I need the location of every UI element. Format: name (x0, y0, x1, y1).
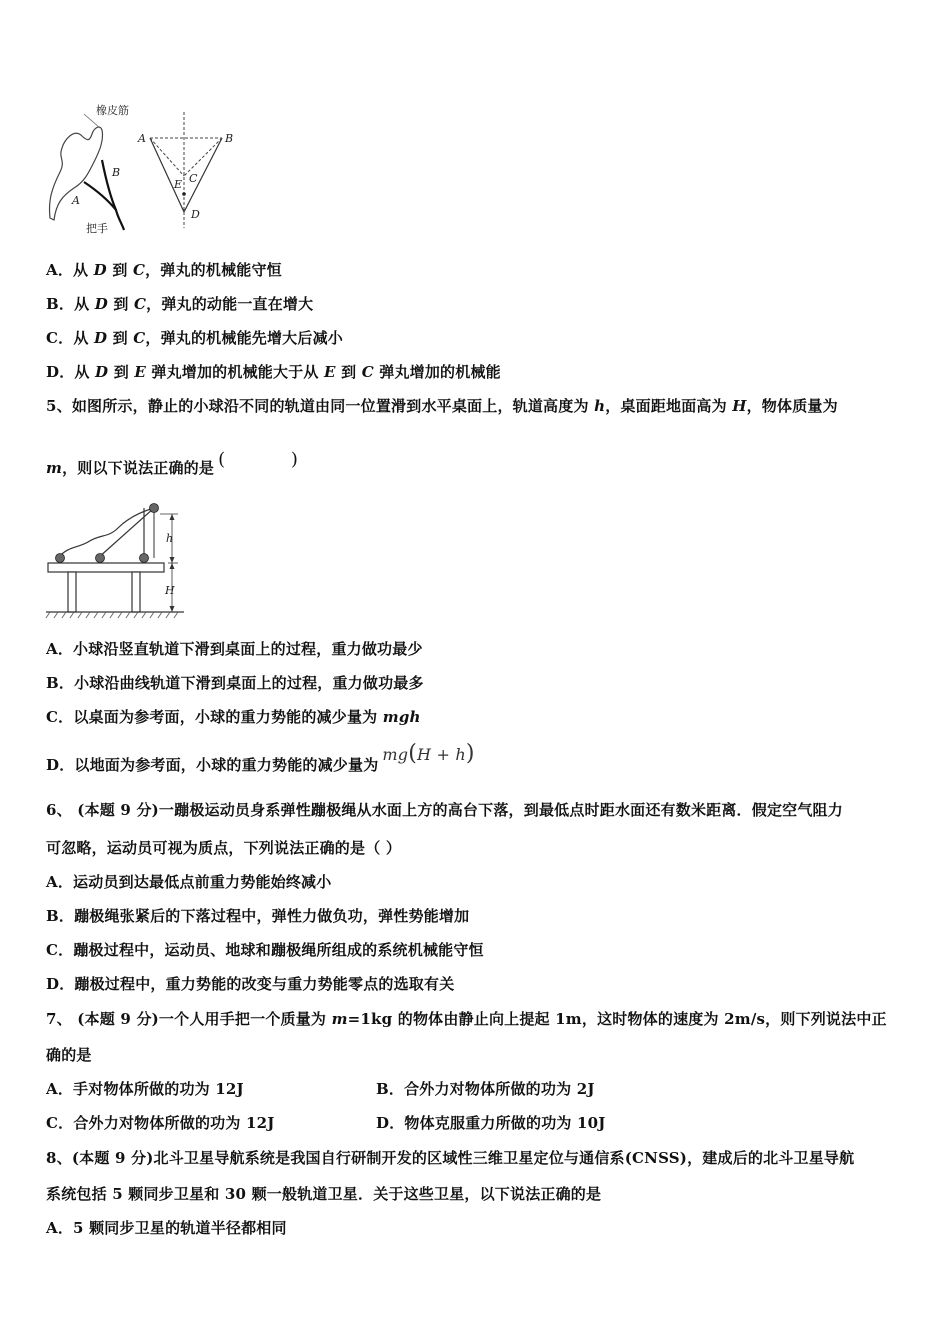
q7-stem-line1: 7、 (本题 9 分)一个人用手把一个质量为 m=1kg 的物体由静止向上提起 1m，这时物体的速度为 2m/s，则下列说法中正 (46, 1010, 887, 1028)
q7-option-a: A．手对物体所做的功为 12J (46, 1080, 244, 1098)
arrow-h-bottom (170, 557, 175, 563)
label-e: E (174, 178, 183, 191)
q6-option-c: C．蹦极过程中，运动员、地球和蹦极绳所组成的系统机械能守恒 (46, 941, 484, 959)
table-leg-left (68, 572, 76, 612)
band-left-line (150, 138, 184, 212)
ball-curve-end (56, 554, 65, 563)
tracks-table-figure (44, 500, 194, 622)
q5-option-d: D．以地面为参考面，小球的重力势能的减少量为mg(H + h) (46, 741, 475, 774)
label-b: B (225, 132, 234, 145)
q4-option-b: B．从 D 到 C，弹丸的动能一直在增大 (46, 295, 314, 313)
label-rubber-band: 橡皮筋 (96, 104, 129, 117)
arrow-hh-bottom (170, 606, 175, 612)
arrow-h-top (170, 514, 175, 520)
ball-top (150, 504, 159, 513)
q7-option-b: B．合外力对物体所做的功为 2J (376, 1080, 595, 1098)
point-e (182, 192, 186, 196)
slingshot-figure (44, 100, 244, 240)
arrow-hh-top (170, 563, 175, 569)
ground-hatching (46, 612, 178, 618)
q6-option-d: D．蹦极过程中，重力势能的改变与重力势能零点的选取有关 (46, 975, 455, 993)
table-top (48, 563, 164, 572)
q5-option-c: C．以桌面为参考面，小球的重力势能的减少量为 mgh (46, 708, 421, 726)
label-handle: 把手 (86, 222, 108, 235)
q5-stem-line1: 5、如图所示，静止的小球沿不同的轨道由同一位置滑到水平桌面上，轨道高度为 h，桌面距地面高为 H，物体质量为 (46, 397, 838, 415)
q5-option-b: B．小球沿曲线轨道下滑到桌面上的过程，重力做功最多 (46, 674, 424, 692)
q4-option-c: C．从 D 到 C，弹丸的机械能先增大后减小 (46, 329, 343, 347)
table-leg-right (132, 572, 140, 612)
q6-option-b: B．蹦极绳张紧后的下落过程中，弹性力做负功，弹性势能增加 (46, 907, 470, 925)
q6-stem-line1: 6、 (本题 9 分)一蹦极运动员身系弹性蹦极绳从水面上方的高台下落，到最低点时距水面还有数米距离．假定空气阻力 (46, 801, 843, 819)
label-d: D (191, 208, 200, 221)
label-c: C (189, 172, 198, 185)
q8-stem-line2: 系统包括 5 颗同步卫星和 30 颗一般轨道卫星．关于这些卫星，以下说法正确的是 (46, 1185, 602, 1203)
ball-slope-end (96, 554, 105, 563)
ball-vertical-end (140, 554, 149, 563)
q8-stem-line1: 8、(本题 9 分)北斗卫星导航系统是我国自行研制开发的区域性三维卫星定位与通信系(CNSS)，建成后的北斗卫星导航 (46, 1149, 855, 1167)
q5-stem-line2: m，则以下说法正确的是 ( ) (46, 449, 328, 477)
formula-mg-h-plus-h: mg(H + h) (382, 741, 475, 766)
label-a: A (138, 132, 146, 145)
q7-stem-line2: 确的是 (46, 1046, 92, 1064)
answer-parentheses: ( ) (218, 449, 328, 470)
q6-option-a: A．运动员到达最低点前重力势能始终减小 (46, 873, 332, 891)
label-b-left: B (112, 166, 121, 179)
bc-dashed-line (184, 138, 222, 176)
label-a-left: A (72, 194, 80, 207)
q7-option-c: C．合外力对物体所做的功为 12J (46, 1114, 275, 1132)
q6-stem-line2: 可忽略，运动员可视为质点，下列说法正确的是（ ） (46, 839, 402, 857)
q7-option-d: D．物体克服重力所做的功为 10J (376, 1114, 606, 1132)
ac-dashed-line (150, 138, 184, 176)
q4-option-d: D．从 D 到 E 弹丸增加的机械能大于从 E 到 C 弹丸增加的机械能 (46, 363, 501, 381)
q5-option-a: A．小球沿竖直轨道下滑到桌面上的过程，重力做功最少 (46, 640, 423, 658)
slope-track (98, 508, 154, 558)
q4-option-a: A．从 D 到 C，弹丸的机械能守恒 (46, 261, 282, 279)
q8-option-a: A．5 颗同步卫星的轨道半径都相同 (46, 1219, 287, 1237)
label-h: h (166, 532, 174, 545)
label-big-h: H (165, 584, 175, 597)
